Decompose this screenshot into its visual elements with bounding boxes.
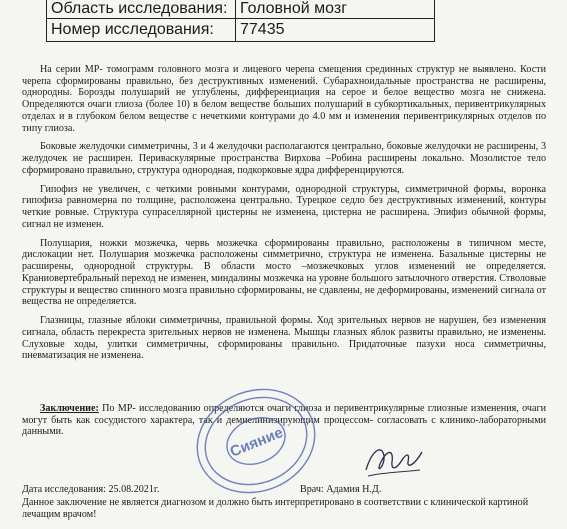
study-area-row (47, 0, 435, 19)
paragraph-cerebellum: Полушария, ножки мозжечка, червь мозжечка сформированы правильно, расположены в типичном месте, дислокации нет. Полушария мозжечка расположены симметрично, структура не изменена. Базальные цистерны не расширены, однородной структуры. В области мосто –мозжечковых углов изменений не определяется. Краниовертебральный переход не изменен, миндалины мозжечка на уровне большого затылочного отверстия. Стволовые структуры и вещество спинного мозга правильно сформированы, не сдавлены, не деформированы, изменений сигнала от вещества не определяется. (22, 237, 546, 308)
study-number-row (47, 19, 435, 42)
study-number-label: Номер исследования: (47, 19, 236, 42)
study-area-value: Головной мозг (236, 0, 435, 19)
paragraph-brain: На серии МР- томограмм головного мозга и лицевого черепа смещения срединных структур не выявлено. Кости черепа сформированы правильно, без деструктивных изменений. Субарахноидальные пространства не расширены, однородны. Борозды полушарий не углублены, дифференциация на серое и белое вещество мозга не снижена. Определяются очаги глиоза (более 10) в белом веществе больших полушарий в субкортикальных, перивентрикулярных отделах и в глубоком белом веществе с нечеткими контурами до 4.0 мм и изменения перивентрикулярных отделов по типу глиоза. (22, 64, 546, 134)
doctor-signature (358, 440, 428, 482)
report-body (22, 64, 546, 369)
doctor-name: Врач: Адамия Н.Д. (300, 484, 382, 495)
paragraph-ventricles: Боковые желудочки симметричны, 3 и 4 желудочки располагаются центрально, боковые желудочки не расширены, 3 желудочек не расширен. Периваскулярные пространства Вирхова –Робина расширены локально. Мозолистое тело сформировано правильно, структура однородная, подкорковые ядра дифференцируются. (22, 141, 546, 176)
stamp-text: Сияние (227, 424, 286, 461)
paragraph-orbits: Глазницы, глазные яблоки симметричны, правильной формы. Ход зрительных нервов не нарушен, без изменения сигнала, область перекреста зрительных нервов не изменена. Мышцы глазных яблок развиты правильно, не изменены. Слуховые ходы, улитки симметричны, сформированы правильно. Придаточные пазухи носа симметричны, пневматизация не изменена. (22, 315, 546, 362)
study-date: Дата исследования: 25.08.2021г. (22, 484, 160, 495)
disclaimer: Данное заключение не является диагнозом и должно быть интерпретировано в соответствии с клинической картиной лечащим врачом! (22, 497, 529, 520)
conclusion-text: По МР- исследованию определяются очаги глиоза и перивентрикулярные глиозные изменения, очаги могут быть как сосудистого характера, так и демиелинизирующим процессом- согласовать с клинико-лабораторными данными. (22, 403, 546, 438)
study-number-value: 77435 (236, 19, 435, 42)
clinic-stamp (190, 385, 322, 497)
conclusion-label: Заключение: (40, 403, 99, 414)
paragraph-pituitary: Гипофиз не увеличен, с четкими ровными контурами, однородной структуры, симметричной формы, воронка гипофиза равномерна по толщине, расположена центрально. Турецкое седло без деструктивных изменений, контуры четкие ровные. Структура супраселлярной цистерны не изменена, цистерна не расширена. Эпифиз обычной формы, сигнал не изменен. (22, 183, 546, 230)
study-area-label: Область исследования: (47, 0, 236, 19)
study-info-table (46, 0, 435, 42)
